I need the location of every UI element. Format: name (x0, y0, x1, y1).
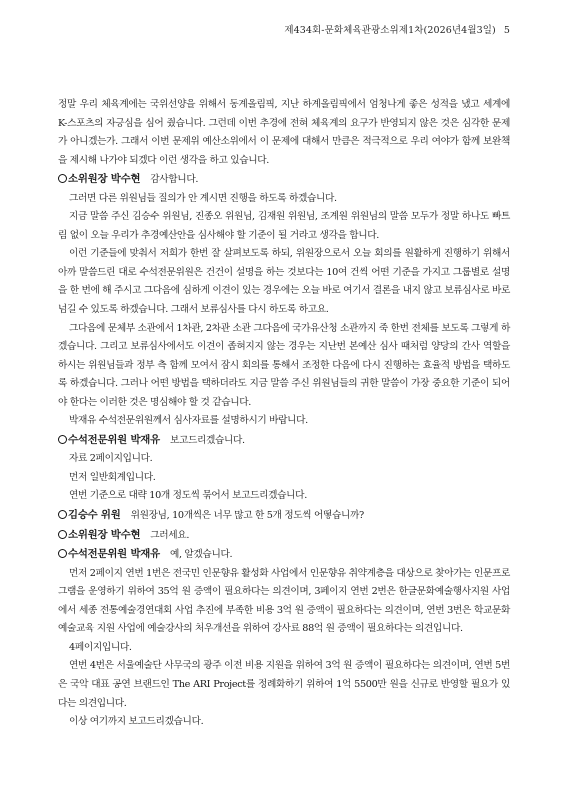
circle-bullet-icon (58, 174, 67, 183)
paragraph: 먼저 2페이지 연번 1번은 전국민 인문향유 활성화 사업에서 인문향유 취약계층을 대상으로 찾아가는 인문프로그램을 운영하기 위하여 35억 원 증액이 필요하다는 의견이며, 3페이지 연번 2번은 한글문화예술행사지원 사업에서 세종 전통예술경연대회 사업 추진에 부족한 비용 3억 원 증액이 필요하다는 의견이며, 연번 3번은 학교문화예술교육 지원 사업에 예술강사의 처우개선을 위하여 강사료 88억 원 증액이 필요하다는 의견입니다. (58, 567, 510, 635)
paragraph: 자료 2페이지입니다. (69, 453, 153, 465)
speaker-line (58, 526, 510, 546)
paragraph: 박재유 수석전문위원께서 심사자료를 설명하시기 바랍니다. (69, 415, 308, 427)
paragraph: 이상 여기까지 보고드리겠습니다. (69, 716, 204, 728)
paragraph: 연번 4번은 서울예술단 사무국의 광주 이전 비용 지원을 위하여 3억 원 증액이 필요하다는 의견이며, 연번 5번은 국악 대표 공연 브랜드인 The ARI Project를 정례화하기 위하여 1억 5500만 원을 신규로 반영할 필요가 있다는 의견입니다. (58, 660, 510, 709)
paragraph: 연번 기준으로 대략 10개 정도씩 묶어서 보고드리겠습니다. (69, 490, 307, 502)
paragraph: 4페이지입니다. (69, 641, 132, 653)
circle-bullet-icon (58, 530, 67, 539)
speaker-line (58, 170, 510, 190)
speech-text: 감사합니다. (150, 174, 199, 186)
page-header (284, 22, 510, 36)
circle-bullet-icon (58, 435, 67, 444)
speech-text: 그러세요. (150, 529, 190, 541)
speaker-name: 김승수 위원 (68, 509, 121, 522)
paragraph: 이런 기준들에 맞춰서 저희가 한번 잘 살펴보도록 하되, 위원장으로서 오늘 회의를 원활하게 진행하기 위해서 아까 말씀드린 대로 수석전문위원은 건건이 설명을 하는 것보다는 10여 건씩 어떤 기준을 가지고 그룹별로 설명을 한 번에 해 주시고 그다음에 심하게 이견이 있는 경우에는 오늘 바로 여기서 결론을 내지 않고 보류심사로 바로 넘길 수 있도록 하겠습니다. 그래서 보류심사를 다시 하도록 하고요. (58, 248, 510, 316)
paragraph: 그러면 다른 위원님들 질의가 안 계시면 진행을 하도록 하겠습니다. (69, 192, 337, 204)
session-info: 제434회-문화체육관광소위제1차(2026년4월3일) (284, 25, 496, 36)
speaker-name: 수석전문위원 박재유 (68, 548, 160, 561)
speaker-line (58, 545, 510, 565)
circle-bullet-icon (58, 549, 67, 558)
minutes-body (58, 96, 510, 732)
speech-text: 위원장님, 10개씩은 너무 많고 한 5개 정도씩 어떻습니까? (130, 510, 364, 522)
paragraph: 정말 우리 체육계에는 국위선양을 위해서 동계올림픽, 지난 하계올림픽에서 엄청나게 좋은 성적을 냈고 세계에 K-스포츠의 자긍심을 심어 줬습니다. 그런데 이번 추경에 전혀 체육계의 요구가 반영되지 않은 것은 심각한 문제가 아니겠는가. 그래서 이번 문제위 예산소위에서 이 문제에 대해서 만큼은 적극적으로 우리 여야가 함께 보완책을 제시해 나가야 되겠다 이런 생각을 하고 있습니다. (58, 99, 510, 166)
paragraph: 지금 말씀 주신 김승수 위원님, 진종오 위원님, 김재원 위원님, 조계원 위원님의 말씀 모두가 정말 하나도 빠트림 없이 오늘 우리가 추경예산안을 심사해야 할 기준이 될 거라고 생각을 합니다. (58, 211, 510, 241)
speaker-line (58, 506, 510, 526)
speaker-name: 소위원장 박수현 (68, 528, 141, 541)
speaker-name: 소위원장 박수현 (68, 173, 141, 186)
paragraph: 그다음에 문체부 소관에서 1차관, 2차관 소관 그다음에 국가유산청 소관까지 죽 한번 전체를 보도록 그렇게 하겠습니다. 그리고 보류심사에서도 이견이 좁혀지지 않는 경우는 지난번 본예산 심사 때처럼 양당의 간사 역할을 하시는 위원님들과 정부 측 함께 모여서 잠시 회의를 통해서 조정한 다음에 다시 진행하는 효율적 방법을 택하도록 하겠습니다. 그러나 어떤 방법을 택하더라도 지금 말씀 주신 위원님들의 귀한 말씀이 가장 중요한 기준이 되어야 한다는 이러한 것은 명심해야 할 것 같습니다. (58, 322, 510, 408)
speaker-name: 수석전문위원 박재유 (68, 433, 160, 446)
page-number: 5 (503, 25, 510, 36)
speaker-line (58, 431, 510, 451)
speech-text: 예, 알겠습니다. (169, 549, 233, 561)
speech-text: 보고드리겠습니다. (169, 434, 245, 446)
circle-bullet-icon (58, 510, 67, 519)
paragraph: 먼저 일반회계입니다. (69, 471, 156, 483)
